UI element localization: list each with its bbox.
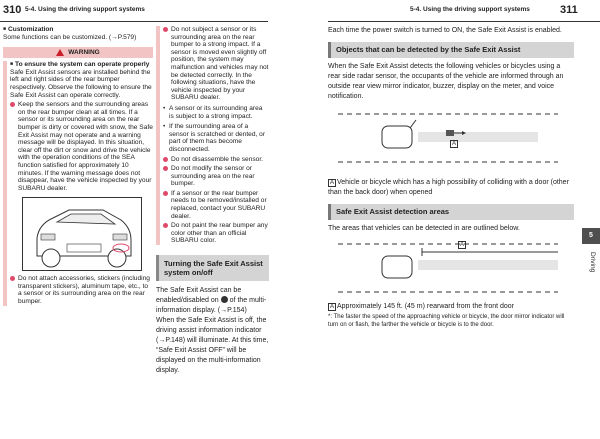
left-page-number: 310: [3, 4, 22, 16]
sub-bullet: • A sensor or its surrounding area is subject to a strong impact.: [163, 105, 269, 120]
warning-continued: [156, 26, 269, 245]
warning-bar: [3, 47, 153, 58]
left-column: [3, 26, 153, 306]
page-header: [0, 0, 600, 22]
bullet-text: Do not attach accessories, stickers (including transparent stickers), aluminum tape, etc., to a sensor or its surrounding area on the rear bumper.: [18, 275, 150, 306]
section-title-objects: Objects that can be detected by the Safe Exit Assist: [328, 42, 574, 58]
warning-intro: Safe Exit Assist sensors are installed behind the left and right sides of the rear bumper respectively. Observe the following to ensure the Safe Exit Assist can operate correctly.: [10, 68, 152, 99]
left-header-rule: [0, 21, 268, 22]
legend-a-1: A Vehicle or bicycle which has a high possibility of colliding with a door (other than the back door) when opened: [328, 179, 569, 196]
bullet-text: Do not modify the sensor or surrounding area on the rear bumper.: [171, 165, 255, 188]
middle-column: [156, 26, 269, 376]
bullet-dot-icon: [163, 27, 168, 32]
detection-object-diagram: [338, 106, 558, 176]
warning-bullet: [10, 275, 153, 305]
right-header-rule: [328, 21, 600, 22]
right-section-title: 5-4. Using the driving support systems: [410, 6, 530, 13]
on-off-paragraph-2: When the Safe Exit Assist is off, the driving assist information indicator (→P.148) will illuminate. At this time, “Safe Exit Assist OFF” will be displayed on the multi-information display.: [156, 317, 269, 375]
bullet-dot-icon: [163, 191, 168, 196]
sub-bullet-text: A sensor or its surrounding area is subject to a strong impact.: [169, 104, 263, 120]
legend-a-2: A Approximately 145 ft. (45 m) rearward from the front door: [329, 303, 515, 310]
chapter-tab[interactable]: 5: [582, 228, 600, 244]
gear-icon: [221, 296, 228, 303]
car-rear-icon: [23, 198, 141, 270]
continued-text: Each time the power switch is turned to ON, the Safe Exit Assist is enabled.: [328, 27, 562, 34]
detection-areas-paragraph: The areas that vehicles can be detected in are outlined below.: [328, 225, 520, 232]
chapter-tab-label: Driving: [589, 252, 596, 273]
bullet-dot-icon: [163, 166, 168, 171]
bullet-dot-icon: [163, 223, 168, 228]
customization-text: Some functions can be customized. (→P.579): [3, 33, 137, 41]
customization-title: ■ Customization: [3, 26, 153, 34]
warning-bullet: [163, 26, 269, 102]
right-page-number: 311: [560, 4, 578, 16]
warning-bullet: [163, 190, 269, 220]
bullet-text: Do not paint the rear bumper any color other than an official SUBARU color.: [171, 222, 268, 245]
section-title-detection-areas: Safe Exit Assist detection areas: [328, 204, 574, 220]
sub-bullet-text: If the surrounding area of a sensor is scratched or dented, or part of them has become disconnected.: [169, 123, 266, 153]
detection-area-diagram: [338, 238, 558, 300]
diagram-label-a: A: [459, 242, 464, 248]
diagram-label-a: A: [451, 141, 456, 147]
warning-icon: [56, 49, 64, 56]
car-rear-illustration: [22, 197, 142, 271]
area-diagram: [338, 238, 558, 298]
bullet-dot-icon: [163, 157, 168, 162]
warning-bullet: [163, 222, 269, 245]
sub-bullet: • If the surrounding area of a sensor is scratched or dented, or part of them has become disconnected.: [163, 123, 269, 153]
warning-bullet: [10, 101, 153, 192]
road-diagram: [338, 106, 558, 168]
right-column: [328, 26, 574, 329]
bullet-text: Do not disassemble the sensor.: [171, 155, 263, 163]
bullet-dot-icon: [10, 276, 15, 281]
section-title-on-off: Turning the Safe Exit Assist system on/off: [156, 255, 269, 281]
warning-box: [3, 47, 153, 305]
bullet-dot-icon: [10, 102, 15, 107]
warning-subtitle: ■ To ensure the system can operate properly: [10, 61, 153, 69]
bullet-text: Do not subject a sensor or its surrounding area on the rear bumper to a strong impact. If a sensor is moved even slightly off position, the system may malfunction and vehicles may not be detected correctly. In the following situations, have the vehicle inspected by your SUBARU dealer.: [171, 26, 269, 102]
left-section-title: 5-4. Using the driving support systems: [25, 6, 145, 13]
warning-bullet: [163, 165, 269, 188]
objects-paragraph: When the Safe Exit Assist detects the following vehicles or bicycles using a rear side radar sensor, the occupants of the vehicle are informed through an outside rear view mirror indicator, buzzer, display on the meter, and voice notification.: [328, 63, 564, 100]
warning-label: WARNING: [68, 48, 100, 56]
bullet-text: If a sensor or the rear bumper needs to be removed/installed or replaced, contact your SUBARU dealer.: [171, 189, 267, 220]
bullet-text: Keep the sensors and the surrounding areas on the rear bumper clean at all times. If a sensor or its surrounding area on the rear bumper is dirty or covered with snow, the Safe Exit Assist may not operate and a warning message will be displayed. In this situation, clear off the dirt or snow and drive the vehicle with the operation conditions of the SEA function satisfied for approximately 10 minutes. If the warning message does not disappear, have the vehicle inspected by your SUBARU dealer.: [18, 101, 153, 192]
warning-body: [3, 61, 153, 305]
footnote: *: The faster the speed of the approaching vehicle or bicycle, the door mirror indicator will turn on or flash, the farther the vehicle or bicycle is to the door.: [328, 314, 565, 328]
on-off-paragraph-1: The Safe Exit Assist can be enabled/disabled on of the multi-information display. (→P.154): [156, 287, 267, 315]
warning-bullet: [163, 156, 269, 164]
